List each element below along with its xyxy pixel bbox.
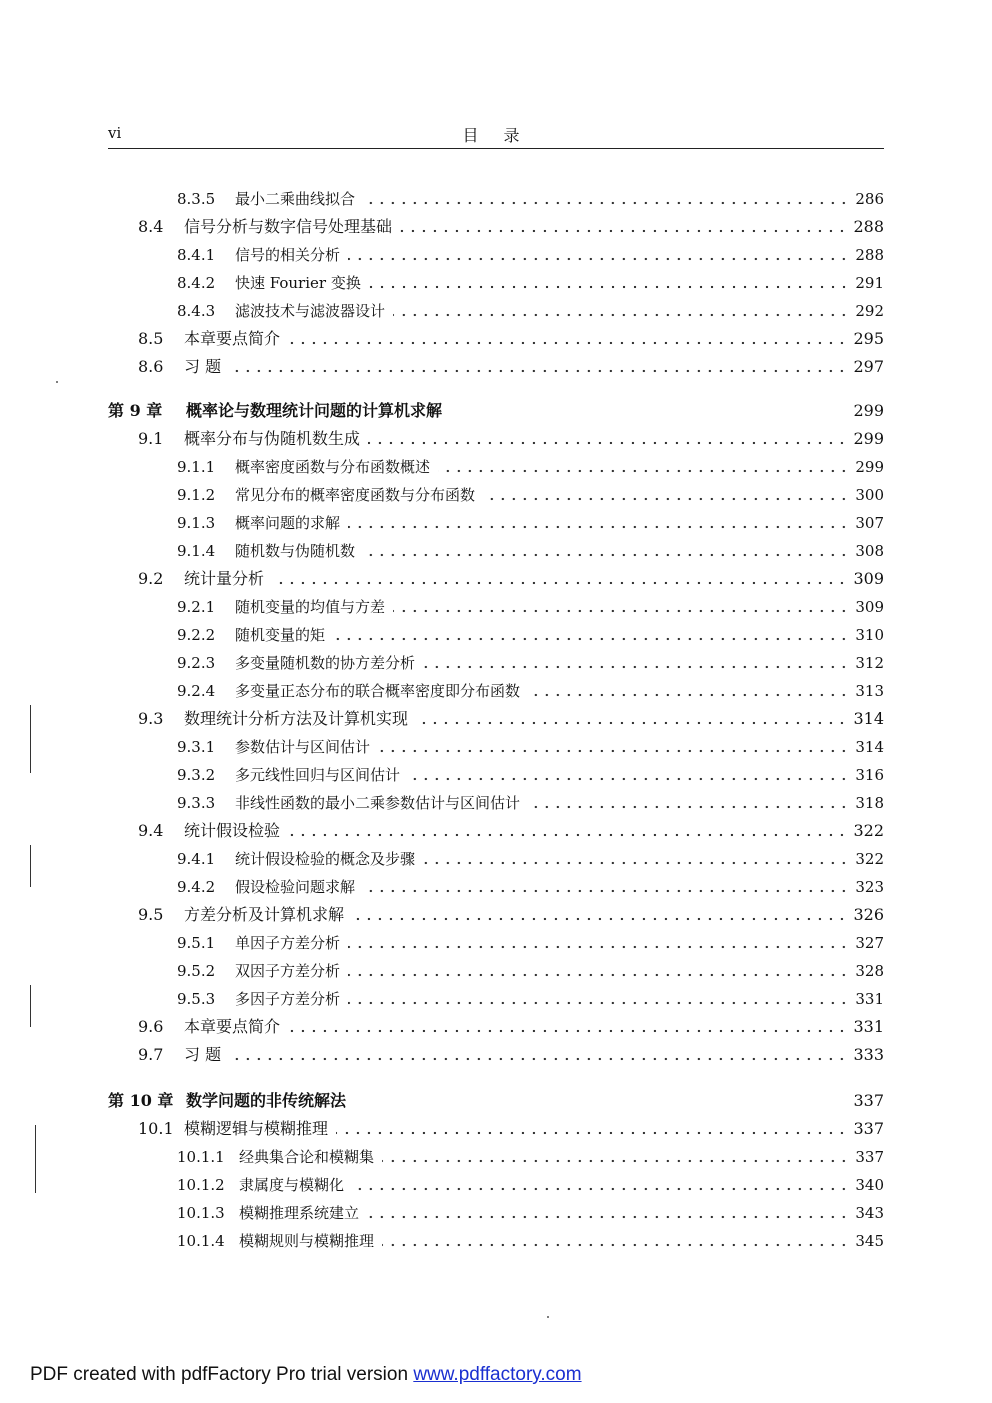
toc-entry-page: 323 bbox=[855, 878, 884, 896]
toc-leader-dots bbox=[336, 1131, 847, 1135]
toc-subsection-row[interactable] bbox=[177, 1144, 884, 1168]
toc-entry-title: 方差分析及计算机求解 bbox=[184, 905, 345, 924]
toc-entry-page: 322 bbox=[855, 850, 884, 868]
toc-entry-page: 299 bbox=[853, 401, 884, 420]
toc-entry-page: 326 bbox=[853, 905, 884, 924]
toc-entry-number: 9.2.2 bbox=[177, 626, 216, 644]
margin-mark bbox=[30, 705, 31, 773]
toc-entry-title: 双因子方差分析 bbox=[235, 962, 341, 980]
toc-entry-page: 313 bbox=[855, 682, 884, 700]
toc-entry-page: 328 bbox=[855, 962, 884, 980]
toc-leader-dots bbox=[378, 749, 849, 753]
toc-leader-dots bbox=[382, 1243, 849, 1247]
toc-subsection-row[interactable] bbox=[177, 270, 884, 294]
toc-entry-page: 312 bbox=[855, 654, 884, 672]
toc-entry-page: 314 bbox=[855, 738, 884, 756]
toc-entry-title: 统计假设检验 bbox=[184, 821, 281, 840]
toc-entry-title: 模糊规则与模糊推理 bbox=[239, 1232, 375, 1250]
toc-section-row[interactable] bbox=[138, 1042, 884, 1066]
toc-entry-number: 8.5 bbox=[138, 329, 164, 348]
toc-entry-title: 多元线性回归与区间估计 bbox=[235, 766, 401, 784]
toc-entry-page: 310 bbox=[855, 626, 884, 644]
toc-entry-number: 8.4.1 bbox=[177, 246, 216, 264]
toc-subsection-row[interactable] bbox=[177, 650, 884, 674]
toc-leader-dots bbox=[363, 889, 849, 893]
toc-entry-page: 291 bbox=[855, 274, 884, 292]
toc-entry-page: 288 bbox=[855, 246, 884, 264]
toc-entry-title: 模糊逻辑与模糊推理 bbox=[184, 1119, 329, 1138]
toc-entry-title: 统计假设检验的概念及步骤 bbox=[235, 850, 416, 868]
toc-entry-number: 10.1.4 bbox=[177, 1232, 225, 1250]
page-title: 目 录 bbox=[462, 126, 530, 145]
toc-leader-dots bbox=[369, 285, 850, 289]
toc-leader-dots bbox=[348, 1001, 849, 1005]
toc-leader-dots bbox=[483, 497, 849, 501]
toc-entry-title: 模糊推理系统建立 bbox=[239, 1204, 360, 1222]
toc-entry-number: 10.1.1 bbox=[177, 1148, 225, 1166]
toc-section-row[interactable] bbox=[138, 706, 884, 730]
toc-leader-dots bbox=[288, 1029, 847, 1033]
toc-entry-page: 340 bbox=[855, 1176, 884, 1194]
toc-subsection-row[interactable] bbox=[177, 958, 884, 982]
toc-leader-dots bbox=[348, 525, 849, 529]
toc-leader-dots bbox=[348, 945, 849, 949]
toc-section-row[interactable] bbox=[138, 354, 884, 378]
toc-entry-page: 333 bbox=[853, 1045, 884, 1064]
toc-leader-dots bbox=[393, 313, 849, 317]
toc-entry-page: 299 bbox=[853, 429, 884, 448]
page-number: vi bbox=[108, 124, 122, 142]
toc-entry-number: 9.4.2 bbox=[177, 878, 216, 896]
toc-entry-title: 多变量正态分布的联合概率密度即分布函数 bbox=[235, 682, 521, 700]
toc-entry-title: 信号的相关分析 bbox=[235, 246, 341, 264]
toc-entry-title: 多因子方差分析 bbox=[235, 990, 341, 1008]
toc-leader-dots bbox=[229, 369, 847, 373]
toc-subsection-row[interactable] bbox=[177, 1172, 884, 1196]
toc-entry-number: 9.4.1 bbox=[177, 850, 216, 868]
toc-entry-title: 随机变量的矩 bbox=[235, 626, 326, 644]
toc-leader-dots bbox=[363, 553, 849, 557]
toc-entry-page: 327 bbox=[855, 934, 884, 952]
scan-speck bbox=[547, 1316, 549, 1318]
toc-leader-dots bbox=[272, 581, 847, 585]
toc-leader-dots bbox=[528, 805, 849, 809]
toc-entry-page: 316 bbox=[855, 766, 884, 784]
toc-entry-number: 10.1.2 bbox=[177, 1176, 225, 1194]
toc-leader-dots bbox=[288, 833, 847, 837]
toc-entry-page: 299 bbox=[855, 458, 884, 476]
toc-subsection-row[interactable] bbox=[177, 622, 884, 646]
toc-subsection-row[interactable] bbox=[177, 186, 884, 210]
toc-entry-page: 295 bbox=[853, 329, 884, 348]
toc-entry-number: 9.3 bbox=[138, 709, 164, 728]
toc-entry-number: 9.3.2 bbox=[177, 766, 216, 784]
toc-leader-dots bbox=[382, 1159, 849, 1163]
margin-mark bbox=[35, 1125, 36, 1193]
toc-entry-number: 9.1.4 bbox=[177, 542, 216, 560]
toc-section-row[interactable] bbox=[138, 1014, 884, 1038]
toc-chapter-row[interactable] bbox=[108, 1088, 884, 1112]
toc-subsection-row[interactable] bbox=[177, 846, 884, 870]
toc-section-row[interactable] bbox=[138, 1116, 884, 1140]
toc-entry-title: 数学问题的非传统解法 bbox=[186, 1091, 347, 1110]
toc-subsection-row[interactable] bbox=[177, 874, 884, 898]
toc-leader-dots bbox=[352, 917, 847, 921]
toc-entry-number: 9.2.4 bbox=[177, 682, 216, 700]
toc-entry-title: 随机变量的均值与方差 bbox=[235, 598, 386, 616]
toc-entry-title: 习 题 bbox=[184, 1045, 222, 1064]
toc-entry-page: 292 bbox=[855, 302, 884, 320]
toc-entry-title: 统计量分析 bbox=[184, 569, 265, 588]
toc-entry-title: 非线性函数的最小二乘参数估计与区间估计 bbox=[235, 794, 521, 812]
toc-leader-dots bbox=[408, 777, 849, 781]
toc-entry-number: 9.5.3 bbox=[177, 990, 216, 1008]
toc-subsection-row[interactable] bbox=[177, 678, 884, 702]
toc-subsection-row[interactable] bbox=[177, 790, 884, 814]
toc-leader-dots bbox=[352, 1187, 849, 1191]
toc-subsection-row[interactable] bbox=[177, 538, 884, 562]
toc-entry-title: 信号分析与数字信号处理基础 bbox=[184, 217, 393, 236]
toc-entry-number: 10.1.3 bbox=[177, 1204, 225, 1222]
toc-subsection-row[interactable] bbox=[177, 594, 884, 618]
toc-entry-page: 308 bbox=[855, 542, 884, 560]
toc-entry-number: 9.4 bbox=[138, 821, 164, 840]
toc-section-row[interactable] bbox=[138, 326, 884, 350]
toc-entry-title: 假设检验问题求解 bbox=[235, 878, 356, 896]
toc-entry-page: 309 bbox=[853, 569, 884, 588]
toc-entry-title: 滤波技术与滤波器设计 bbox=[235, 302, 386, 320]
toc-entry-title: 常见分布的概率密度函数与分布函数 bbox=[235, 486, 476, 504]
toc-section-row[interactable] bbox=[138, 426, 884, 450]
toc-subsection-row[interactable] bbox=[177, 298, 884, 322]
toc-entry-number: 9.3.3 bbox=[177, 794, 216, 812]
toc-chapter-row[interactable] bbox=[108, 398, 884, 422]
toc-entry-page: 322 bbox=[853, 821, 884, 840]
toc-leader-dots bbox=[400, 229, 847, 233]
toc-leader-dots bbox=[229, 1057, 847, 1061]
toc-leader-dots bbox=[363, 201, 849, 205]
toc-entry-page: 300 bbox=[855, 486, 884, 504]
toc-subsection-row[interactable] bbox=[177, 242, 884, 266]
toc-entry-title: 最小二乘曲线拟合 bbox=[235, 190, 356, 208]
toc-entry-number: 9.3.1 bbox=[177, 738, 216, 756]
toc-entry-number: 9.5 bbox=[138, 905, 164, 924]
toc-leader-dots bbox=[528, 693, 849, 697]
toc-entry-title: 概率分布与伪随机数生成 bbox=[184, 429, 361, 448]
toc-entry-page: 307 bbox=[855, 514, 884, 532]
toc-entry-title: 多变量随机数的协方差分析 bbox=[235, 654, 416, 672]
toc-entry-title: 快速 Fourier 变换 bbox=[235, 274, 361, 292]
toc-entry-page: 345 bbox=[855, 1232, 884, 1250]
toc-entry-title: 隶属度与模糊化 bbox=[239, 1176, 345, 1194]
toc-entry-page: 309 bbox=[855, 598, 884, 616]
margin-mark bbox=[30, 845, 31, 887]
toc-entry-title: 单因子方差分析 bbox=[235, 934, 341, 952]
toc-entry-number: 9.1.2 bbox=[177, 486, 216, 504]
toc-entry-number: 8.6 bbox=[138, 357, 164, 376]
margin-mark bbox=[30, 985, 31, 1027]
toc-entry-number: 第 9 章 bbox=[108, 401, 163, 420]
toc-subsection-row[interactable] bbox=[177, 930, 884, 954]
toc-entry-title: 经典集合论和模糊集 bbox=[239, 1148, 375, 1166]
toc-entry-number: 8.4.2 bbox=[177, 274, 216, 292]
toc-leader-dots bbox=[416, 721, 847, 725]
toc-entry-title: 参数估计与区间估计 bbox=[235, 738, 371, 756]
footer-text: PDF created with pdfFactory Pro trial version bbox=[30, 1364, 414, 1385]
toc-leader-dots bbox=[438, 469, 849, 473]
toc-entry-page: 286 bbox=[855, 190, 884, 208]
toc-entry-number: 8.3.5 bbox=[177, 190, 216, 208]
toc-entry-title: 概率论与数理统计问题的计算机求解 bbox=[186, 401, 443, 420]
toc-entry-title: 随机数与伪随机数 bbox=[235, 542, 356, 560]
toc-leader-dots bbox=[333, 637, 849, 641]
toc-subsection-row[interactable] bbox=[177, 482, 884, 506]
toc-entry-number: 9.6 bbox=[138, 1017, 164, 1036]
toc-entry-number: 10.1 bbox=[138, 1119, 174, 1138]
toc-subsection-row[interactable] bbox=[177, 734, 884, 758]
toc-entry-number: 9.7 bbox=[138, 1045, 164, 1064]
toc-leader-dots bbox=[393, 609, 849, 613]
toc-entry-number: 8.4.3 bbox=[177, 302, 216, 320]
toc-entry-title: 概率密度函数与分布函数概述 bbox=[235, 458, 431, 476]
toc-subsection-row[interactable] bbox=[177, 1200, 884, 1224]
toc-entry-page: 288 bbox=[853, 217, 884, 236]
toc-entry-page: 331 bbox=[855, 990, 884, 1008]
toc-entry-page: 337 bbox=[855, 1148, 884, 1166]
toc-subsection-row[interactable] bbox=[177, 986, 884, 1010]
toc-subsection-row[interactable] bbox=[177, 1228, 884, 1252]
toc-entry-page: 297 bbox=[853, 357, 884, 376]
toc-leader-dots bbox=[423, 665, 849, 669]
toc-leader-dots bbox=[348, 973, 849, 977]
toc-entry-title: 数理统计分析方法及计算机实现 bbox=[184, 709, 409, 728]
toc-entry-page: 314 bbox=[853, 709, 884, 728]
toc-entry-page: 318 bbox=[855, 794, 884, 812]
toc-entry-number: 9.5.1 bbox=[177, 934, 216, 952]
toc-entry-title: 概率问题的求解 bbox=[235, 514, 341, 532]
toc-section-row[interactable] bbox=[138, 902, 884, 926]
toc-entry-number: 第 10 章 bbox=[108, 1091, 174, 1110]
toc-entry-number: 9.1.1 bbox=[177, 458, 216, 476]
toc-entry-number: 9.2 bbox=[138, 569, 164, 588]
toc-section-row[interactable] bbox=[138, 566, 884, 590]
toc-entry-title: 本章要点简介 bbox=[184, 1017, 281, 1036]
toc-entry-number: 8.4 bbox=[138, 217, 164, 236]
toc-entry-title: 习 题 bbox=[184, 357, 222, 376]
toc-entry-number: 9.5.2 bbox=[177, 962, 216, 980]
toc-entry-number: 9.2.3 bbox=[177, 654, 216, 672]
toc-leader-dots bbox=[288, 341, 847, 345]
toc-leader-dots bbox=[368, 441, 847, 445]
toc-entry-page: 337 bbox=[853, 1119, 884, 1138]
toc-entry-number: 9.1 bbox=[138, 429, 164, 448]
toc-subsection-row[interactable] bbox=[177, 510, 884, 534]
pdf-footer bbox=[30, 1364, 582, 1386]
toc-section-row[interactable] bbox=[138, 818, 884, 842]
toc-subsection-row[interactable] bbox=[177, 762, 884, 786]
footer-link[interactable]: www.pdffactory.com bbox=[413, 1364, 582, 1385]
toc-entry-title: 本章要点简介 bbox=[184, 329, 281, 348]
toc-leader-dots bbox=[348, 257, 849, 261]
toc-entry-number: 9.2.1 bbox=[177, 598, 216, 616]
toc-entry-number: 9.1.3 bbox=[177, 514, 216, 532]
toc-subsection-row[interactable] bbox=[177, 454, 884, 478]
toc-entry-page: 337 bbox=[853, 1091, 884, 1110]
toc-section-row[interactable] bbox=[138, 214, 884, 238]
toc-entry-page: 343 bbox=[855, 1204, 884, 1222]
toc-leader-dots bbox=[367, 1215, 849, 1219]
scan-speck bbox=[56, 381, 58, 383]
toc-leader-dots bbox=[423, 861, 849, 865]
toc-entry-page: 331 bbox=[853, 1017, 884, 1036]
